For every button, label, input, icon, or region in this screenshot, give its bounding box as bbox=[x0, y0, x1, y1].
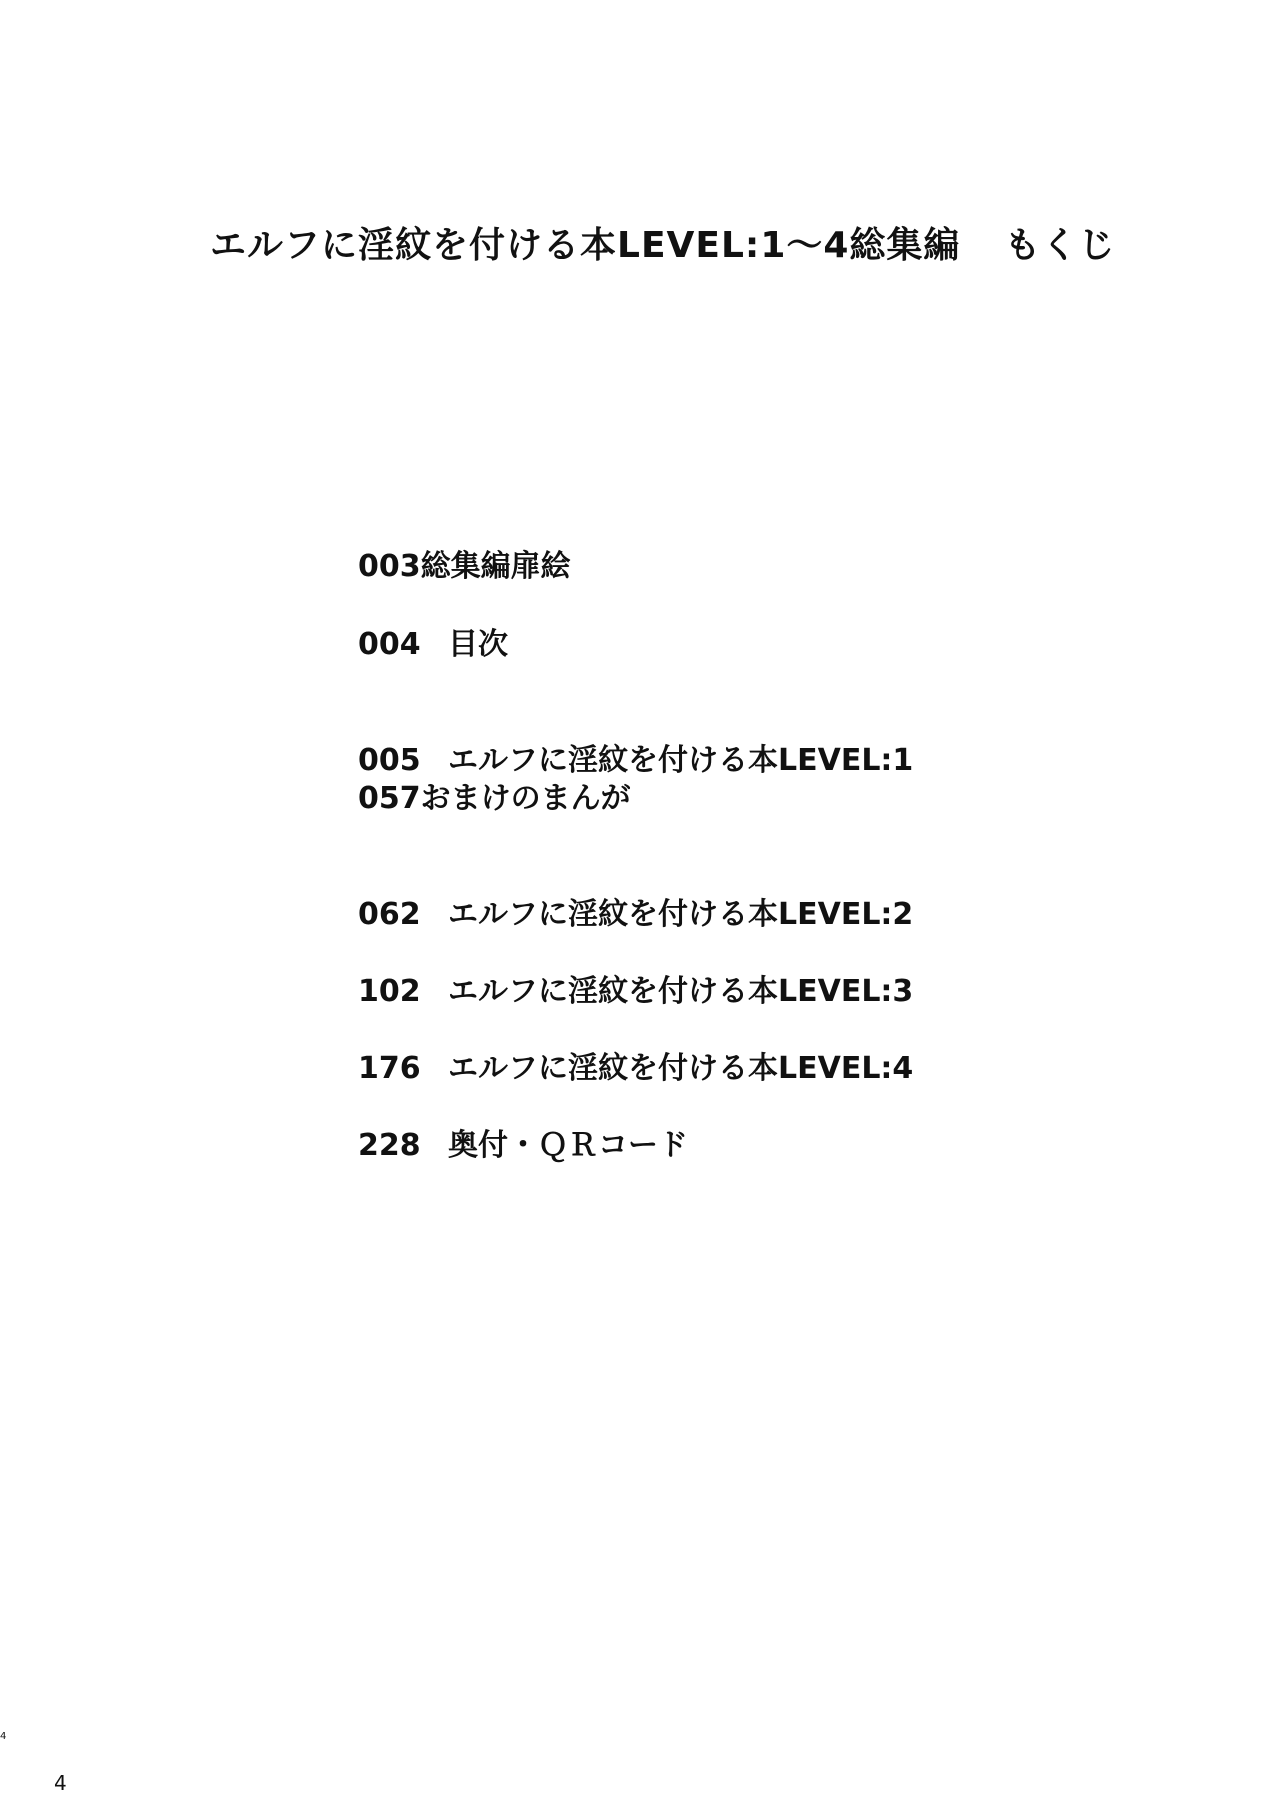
toc-page-number: 176 bbox=[358, 1051, 421, 1086]
toc-label: 総集編扉絵 bbox=[420, 549, 571, 584]
page-number: 4 bbox=[54, 1771, 67, 1795]
toc-page-number: 005 bbox=[358, 743, 421, 778]
toc-label: 奥付・ＱＲコード bbox=[448, 1128, 688, 1163]
page-title bbox=[210, 225, 1116, 266]
toc-entry bbox=[358, 549, 571, 584]
contents-heading: もくじ bbox=[1004, 225, 1116, 266]
toc-page-number: 228 bbox=[358, 1128, 421, 1163]
toc-page-number: 102 bbox=[358, 974, 421, 1009]
toc-entry bbox=[358, 974, 914, 1009]
toc-label: 目次 bbox=[448, 627, 508, 662]
toc-page-number: 004 bbox=[358, 627, 421, 662]
toc-label: エルフに淫紋を付ける本LEVEL:1 bbox=[448, 743, 914, 778]
toc-entry bbox=[358, 627, 508, 662]
toc-entry bbox=[358, 1051, 914, 1086]
toc-label: エルフに淫紋を付ける本LEVEL:2 bbox=[448, 897, 914, 932]
toc-label: おまけのまんが bbox=[420, 781, 631, 816]
toc-page-number: 062 bbox=[358, 897, 421, 932]
toc-entry bbox=[358, 781, 631, 816]
toc-label: エルフに淫紋を付ける本LEVEL:4 bbox=[448, 1051, 914, 1086]
toc-page-number: 057 bbox=[358, 781, 421, 816]
toc-entry bbox=[358, 743, 914, 778]
book-title: エルフに淫紋を付ける本LEVEL:1～4総集編 bbox=[210, 225, 961, 266]
toc-page-number: 003 bbox=[358, 549, 421, 584]
toc-label: エルフに淫紋を付ける本LEVEL:3 bbox=[448, 974, 914, 1009]
toc-entry bbox=[358, 1128, 688, 1163]
folio-small: 4 bbox=[0, 1731, 7, 1742]
toc-entry bbox=[358, 897, 914, 932]
